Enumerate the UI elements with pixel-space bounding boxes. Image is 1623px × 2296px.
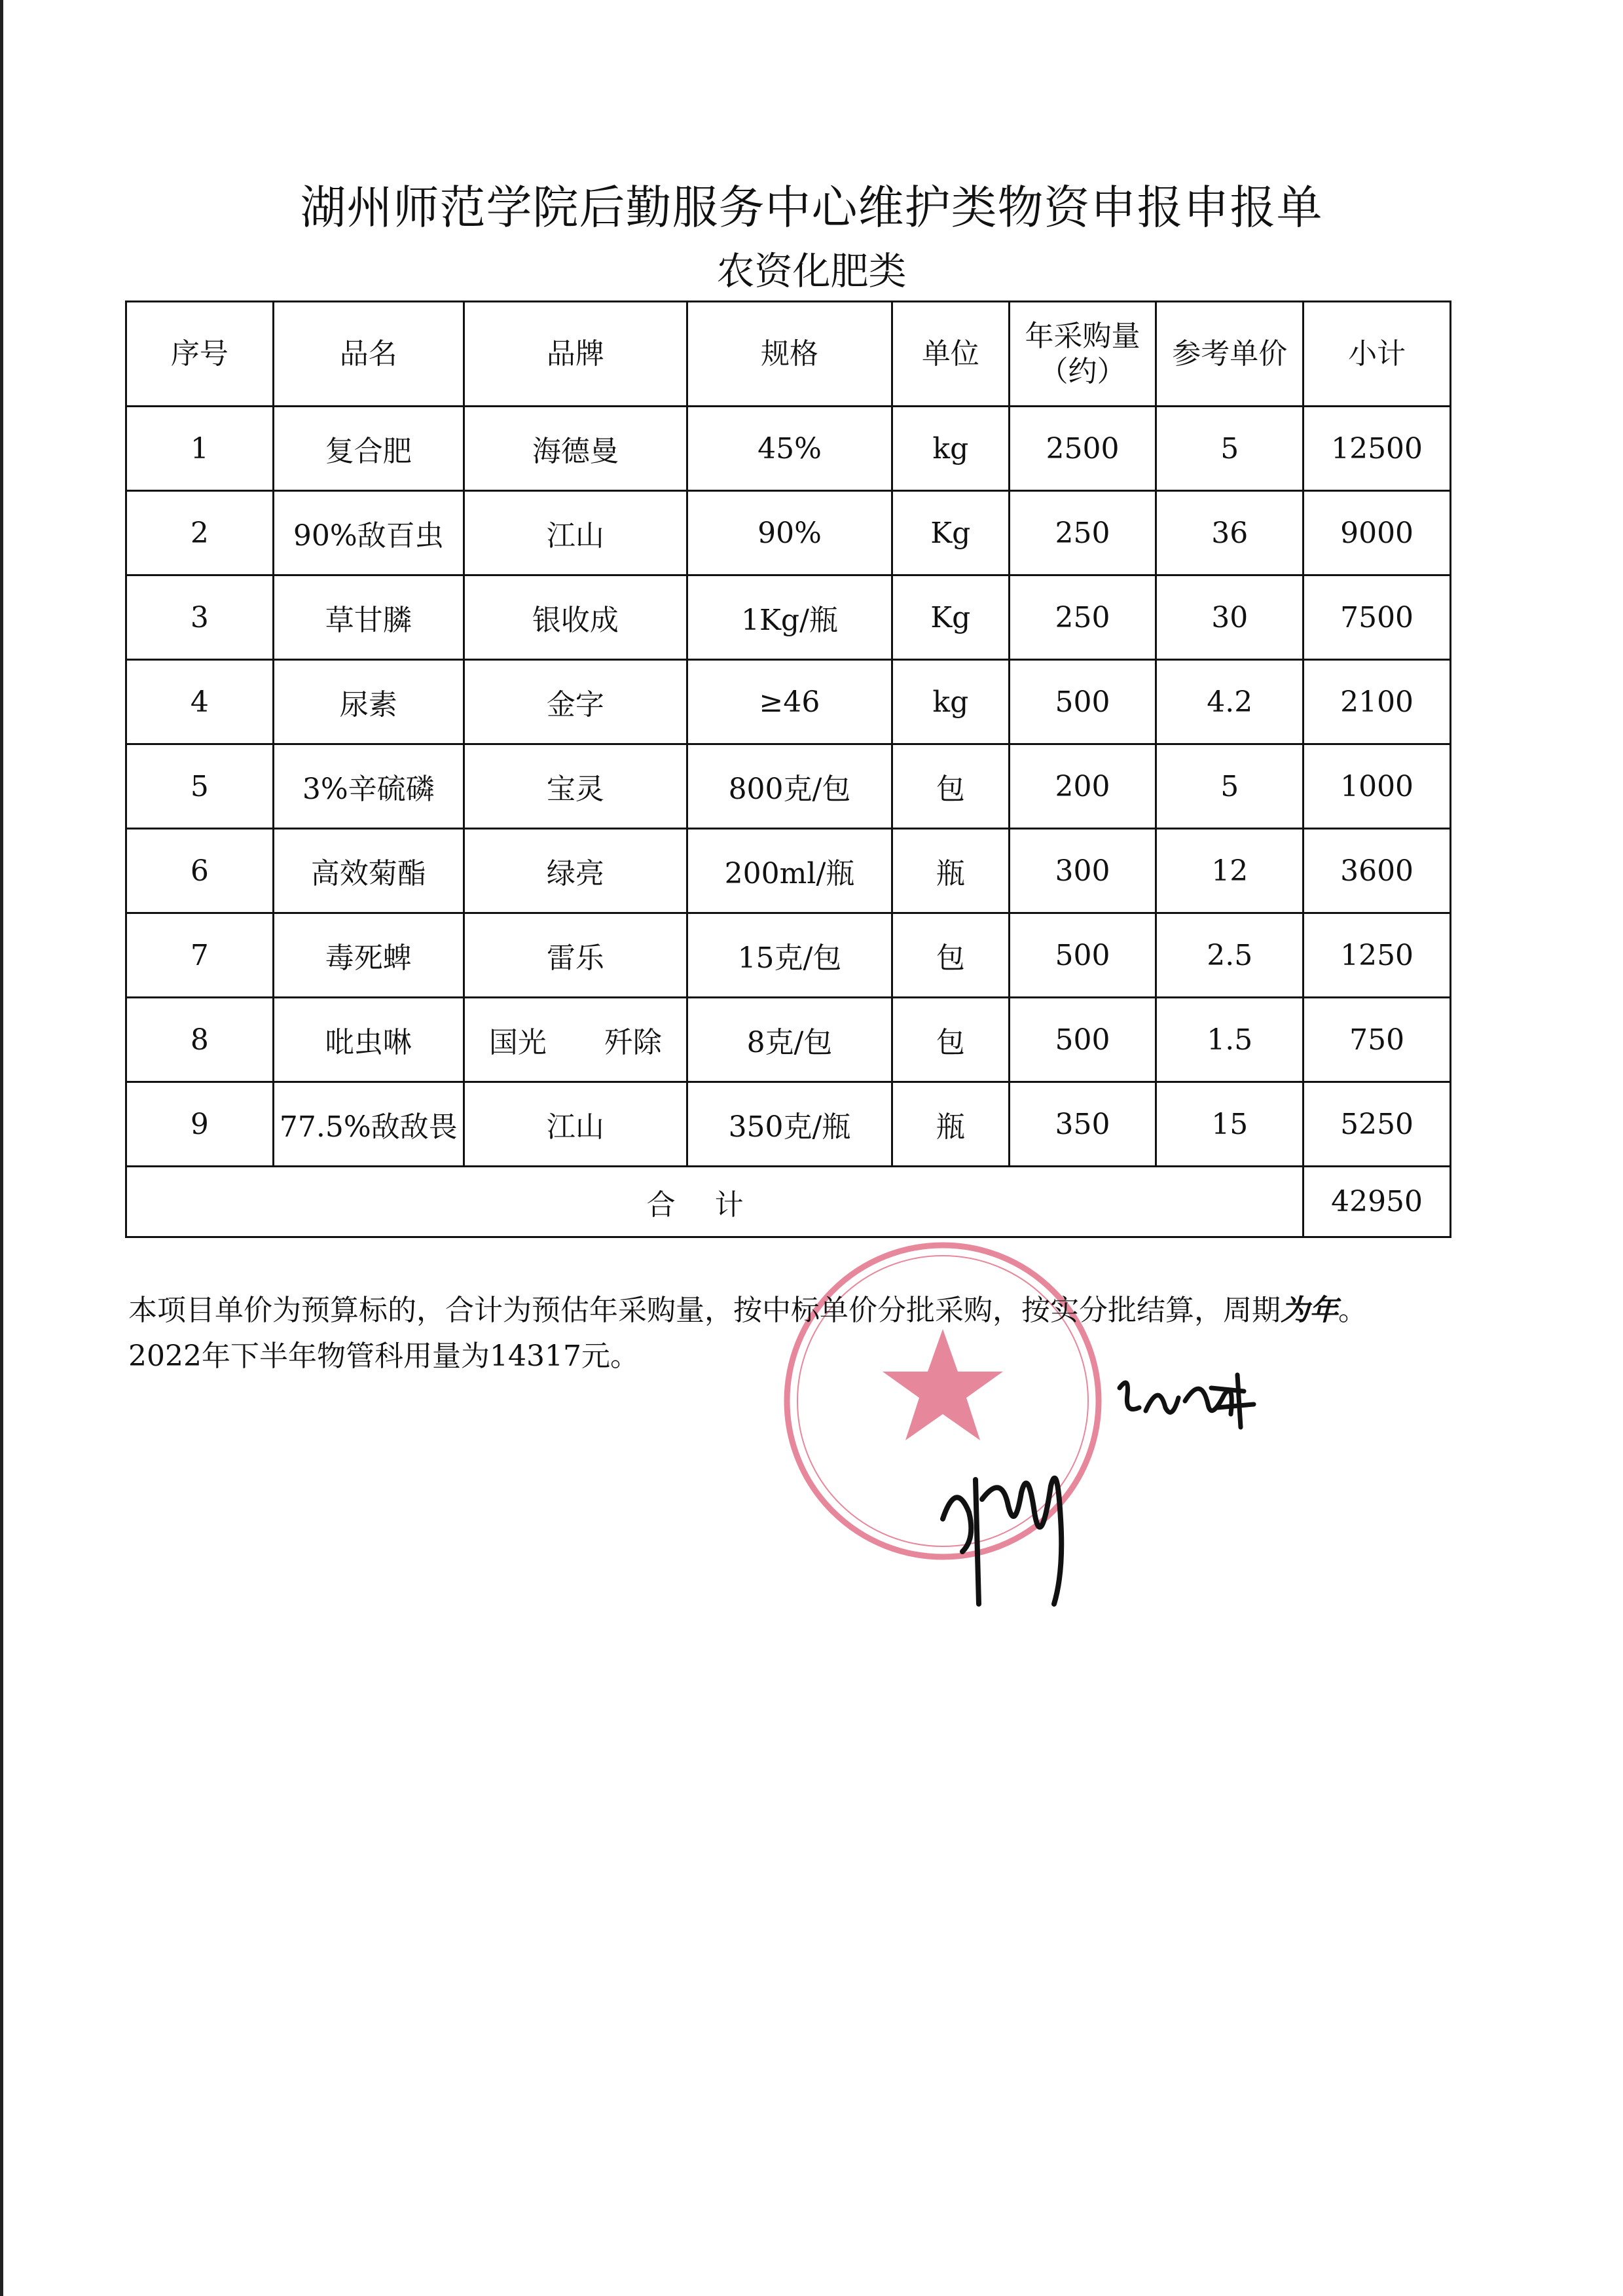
cell-subtotal: 9000 [1304,491,1451,575]
cell-unit: kg [892,660,1010,744]
cell-subtotal: 2100 [1304,660,1451,744]
table-row [126,998,1451,1082]
cell-unit: kg [892,407,1010,491]
header-cell: 小计 [1304,302,1451,407]
cell-qty: 500 [1009,998,1156,1082]
table-row [126,491,1451,575]
total-row [126,1167,1451,1237]
cell-qty: 250 [1009,575,1156,660]
cell-subtotal: 1000 [1304,744,1451,829]
cell-no: 5 [126,744,274,829]
note-line-1 [128,1291,1536,1330]
cell-brand: 江山 [464,1082,687,1167]
cell-no: 1 [126,407,274,491]
cell-no: 9 [126,1082,274,1167]
cell-price: 5 [1156,407,1304,491]
cell-brand: 绿亮 [464,829,687,913]
cell-qty: 500 [1009,660,1156,744]
header-cell: 单位 [892,302,1010,407]
cell-spec: 800克/包 [687,744,892,829]
cell-qty: 500 [1009,913,1156,998]
cell-no: 4 [126,660,274,744]
cell-name: 90%敌百虫 [273,491,464,575]
cell-name: 吡虫啉 [273,998,464,1082]
cell-spec: 8克/包 [687,998,892,1082]
cell-spec: 1Kg/瓶 [687,575,892,660]
cell-name: 复合肥 [273,407,464,491]
cell-no: 6 [126,829,274,913]
cell-name: 3%辛硫磷 [273,744,464,829]
cell-unit: 包 [892,998,1010,1082]
cell-brand: 金字 [464,660,687,744]
header-cell: 年采购量（约） [1009,302,1156,407]
scan-edge [0,0,3,2296]
cell-subtotal: 7500 [1304,575,1451,660]
cell-unit: 瓶 [892,829,1010,913]
cell-no: 8 [126,998,274,1082]
cell-qty: 2500 [1009,407,1156,491]
cell-price: 5 [1156,744,1304,829]
cell-no: 3 [126,575,274,660]
note-text: 本项目单价为预算标的，合计为预估年采购量，按中标单价分批采购，按实分批结算，周期 [128,1294,1281,1327]
cell-price: 4.2 [1156,660,1304,744]
cell-qty: 350 [1009,1082,1156,1167]
document-title: 湖州师范学院后勤服务中心维护类物资申报申报单 [300,181,1323,234]
header-cell: 规格 [687,302,892,407]
materials-table [125,301,1451,1238]
total-value: 42950 [1304,1167,1451,1237]
header-cell: 序号 [126,302,274,407]
cell-spec: 350克/瓶 [687,1082,892,1167]
cell-unit: 包 [892,744,1010,829]
table-row [126,660,1451,744]
cell-price: 12 [1156,829,1304,913]
cell-subtotal: 3600 [1304,829,1451,913]
note-line-2: 2022年下半年物管科用量为14317元。 [128,1339,639,1373]
cell-name: 高效菊酯 [273,829,464,913]
cell-unit: 包 [892,913,1010,998]
cell-brand: 雷乐 [464,913,687,998]
cell-unit: 瓶 [892,1082,1010,1167]
signature-upper [1113,1362,1264,1440]
cell-spec: 45% [687,407,892,491]
cell-price: 1.5 [1156,998,1304,1082]
cell-no: 7 [126,913,274,998]
cell-spec: 90% [687,491,892,575]
cell-brand: 国光 歼除 [464,998,687,1082]
cell-price: 2.5 [1156,913,1304,998]
signature-lower [930,1440,1100,1611]
handwritten-period: 为年 [1281,1294,1338,1327]
cell-qty: 300 [1009,829,1156,913]
total-label: 合计 [126,1167,1304,1237]
table-row [126,407,1451,491]
cell-brand: 银收成 [464,575,687,660]
cell-price: 15 [1156,1082,1304,1167]
cell-qty: 250 [1009,491,1156,575]
table-row [126,1082,1451,1167]
cell-name: 77.5%敌敌畏 [273,1082,464,1167]
cell-brand: 江山 [464,491,687,575]
header-cell: 品牌 [464,302,687,407]
cell-name: 草甘膦 [273,575,464,660]
table-row [126,744,1451,829]
cell-qty: 200 [1009,744,1156,829]
table-row [126,913,1451,998]
cell-spec: 200ml/瓶 [687,829,892,913]
header-cell: 参考单价 [1156,302,1304,407]
cell-name: 尿素 [273,660,464,744]
header-cell: 品名 [273,302,464,407]
cell-brand: 宝灵 [464,744,687,829]
cell-name: 毒死蜱 [273,913,464,998]
table-row [126,829,1451,913]
cell-subtotal: 5250 [1304,1082,1451,1167]
cell-unit: Kg [892,575,1010,660]
cell-unit: Kg [892,491,1010,575]
cell-subtotal: 12500 [1304,407,1451,491]
document-subtitle: 农资化肥类 [716,249,907,293]
cell-subtotal: 750 [1304,998,1451,1082]
cell-spec: ≥46 [687,660,892,744]
cell-price: 36 [1156,491,1304,575]
cell-spec: 15克/包 [687,913,892,998]
cell-brand: 海德曼 [464,407,687,491]
cell-no: 2 [126,491,274,575]
note-end: 。 [1338,1294,1367,1327]
table-header-row [126,302,1451,407]
table-row [126,575,1451,660]
cell-price: 30 [1156,575,1304,660]
cell-subtotal: 1250 [1304,913,1451,998]
